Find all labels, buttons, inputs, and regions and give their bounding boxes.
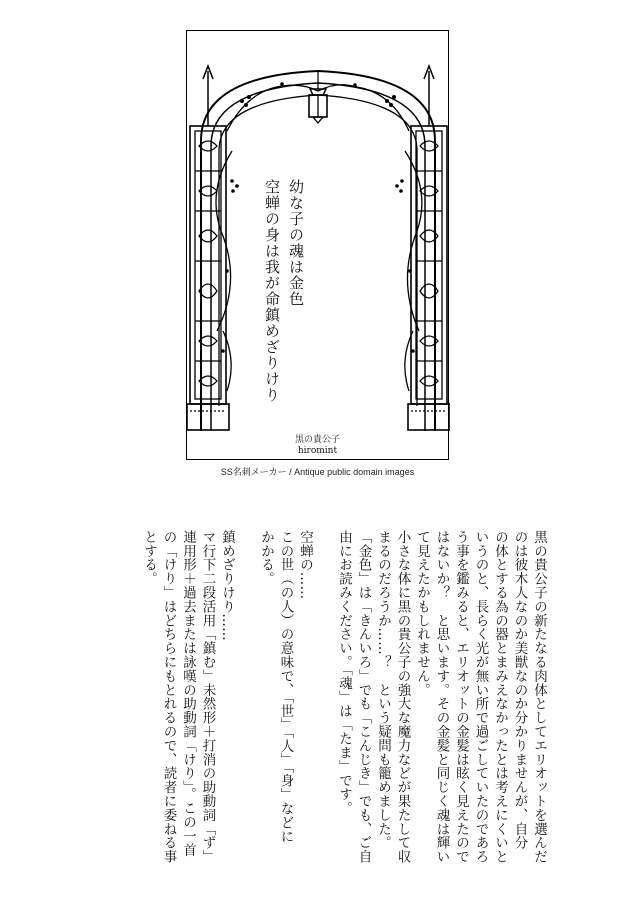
paragraph-gap: [314, 530, 334, 890]
name-card: [186, 30, 449, 460]
poem-line-2: 空蝉の身は我が命鎮めざりけり: [263, 179, 281, 403]
text-line: 小さな体に黒の貴公子の強大な魔力などが果たして収: [394, 530, 411, 864]
text-line: かかる。: [258, 530, 274, 586]
poem: [260, 179, 308, 403]
text-line: の体とする為の器とまみえなかったとは考えにくいと: [492, 530, 508, 864]
author-name: 黒の貴公子: [294, 435, 340, 445]
paragraph-gap: [236, 530, 256, 890]
text-line: この世（の人）の意味で、「世」「人」「身」などに: [277, 530, 294, 844]
poem-line-1: 幼な子の魂は金色: [287, 179, 305, 307]
author-block: [187, 435, 448, 457]
text-line: 黒の貴公子の新たなる肉体としてエリオットを選んだ: [531, 530, 547, 864]
text-line: とする。: [141, 530, 157, 586]
text-line: マ行下二段活用「鎮む」未然形＋打消の助動詞「ず」: [199, 530, 216, 864]
commentary-paragraph-2: [256, 530, 315, 890]
author-handle: hiromint: [297, 446, 338, 456]
commentary: [139, 530, 549, 890]
text-line: 由にお読みください。「魂」は「たま」です。: [336, 530, 352, 816]
text-line: いうのと、長らく光が無い所で過ごしていたのであろ: [472, 530, 489, 864]
image-credit: SS名刺メーカー / Antique public domain images: [220, 467, 415, 477]
text-line: 連用形＋過去または詠嘆の助動詞「けり」。この一首: [180, 530, 196, 857]
gate-illustration: [187, 31, 450, 461]
text-line: 「金色」は「きんいろ」でも「こんじき」でも、ご自: [355, 530, 372, 864]
text-line: て見えたかもしれません。: [414, 530, 430, 697]
text-line: 鎮めざりけり……: [219, 530, 235, 642]
text-line: の「けり」はどちらにもとれるので、読者に委ねる事: [160, 530, 177, 864]
text-line: まるのだろうか……？ という疑問も籠めました。: [375, 530, 391, 850]
text-line: はないか？ と思います。その金髪と同じく魂は輝い: [433, 530, 450, 864]
commentary-paragraph-3: [139, 530, 237, 890]
text-line: う事を鑑みると、エリオットの金髪は眩く見えたので: [453, 530, 469, 864]
commentary-paragraph-1: [334, 530, 549, 890]
text-line: のは彼木人なのか美獣なのか分かりませんが、自分: [511, 530, 528, 850]
text-line: 空蝉の……: [297, 530, 313, 600]
